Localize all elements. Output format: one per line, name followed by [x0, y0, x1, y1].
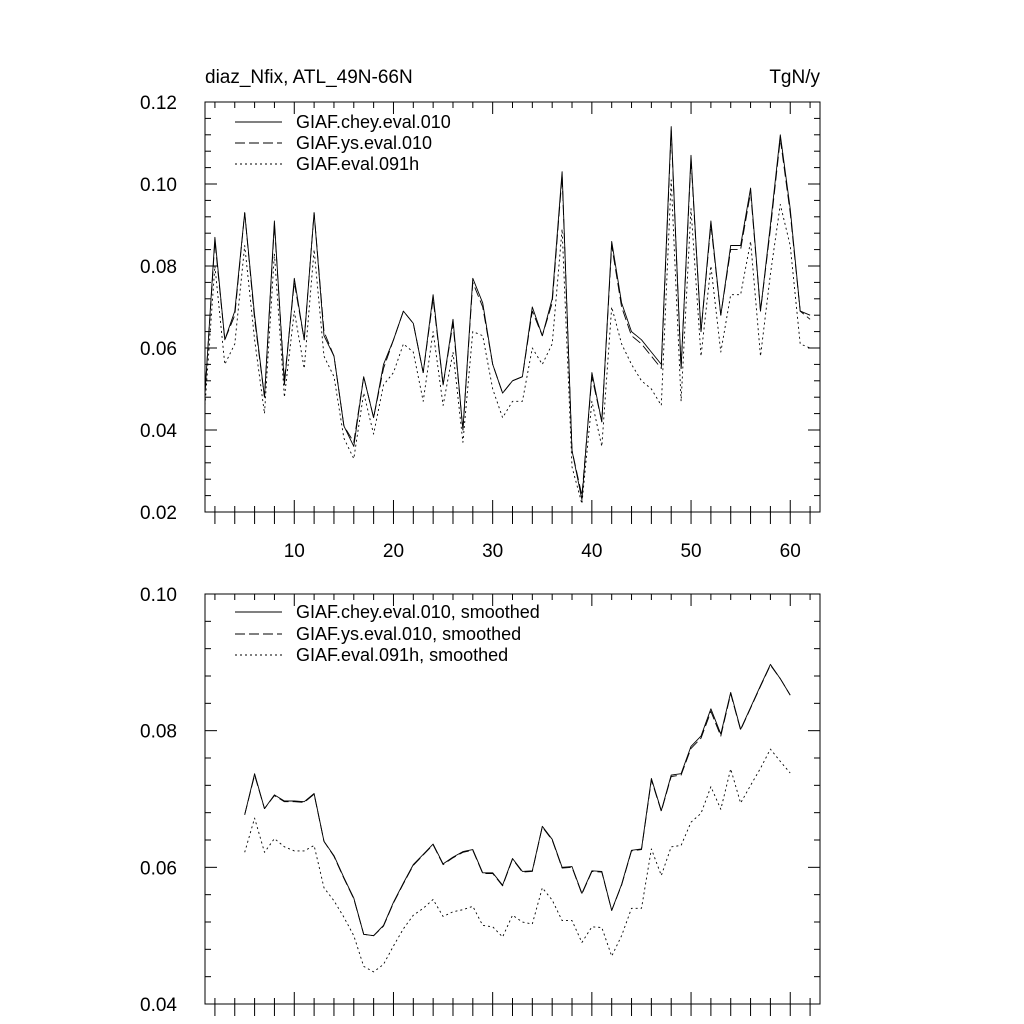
bottom-legend-label-091h: GIAF.eval.091h, smoothed — [296, 645, 509, 665]
top-y-axis — [140, 93, 820, 524]
top-ytick-label: 0.10 — [140, 175, 177, 196]
bottom-panel — [140, 585, 820, 1016]
bottom-series-091h — [245, 749, 791, 972]
top-xtick-label: 10 — [283, 541, 305, 562]
top-xtick-label: 30 — [482, 541, 504, 562]
top-legend — [235, 112, 451, 174]
bottom-legend — [235, 602, 540, 665]
top-ytick-label: 0.08 — [140, 257, 177, 278]
top-panel-title: diaz_Nfix, ATL_49N-66N — [205, 67, 413, 88]
top-ytick-label: 0.02 — [140, 503, 177, 524]
top-series-091h — [205, 180, 810, 504]
bottom-legend-label-ys: GIAF.ys.eval.010, smoothed — [296, 624, 522, 644]
top-series-group — [205, 127, 810, 504]
top-legend-label-chey: GIAF.chey.eval.010 — [296, 112, 451, 132]
top-legend-label-ys: GIAF.ys.eval.010 — [296, 133, 433, 153]
bottom-ytick-label: 0.04 — [140, 995, 177, 1016]
top-panel-units: TgN/y — [769, 67, 820, 88]
top-xtick-label: 20 — [382, 541, 405, 562]
bottom-series-chey — [245, 664, 791, 935]
top-ytick-label: 0.12 — [140, 93, 177, 114]
bottom-legend-label-chey: GIAF.chey.eval.010, smoothed — [296, 602, 540, 622]
top-ytick-label: 0.04 — [140, 421, 177, 442]
top-series-ys — [205, 131, 810, 496]
top-series-chey — [205, 127, 810, 500]
top-xtick-label: 50 — [680, 541, 702, 562]
top-xtick-label: 60 — [779, 541, 801, 562]
top-panel — [140, 67, 820, 562]
bottom-ytick-label: 0.06 — [140, 858, 177, 880]
bottom-ytick-label: 0.10 — [140, 585, 177, 606]
top-legend-label-091h: GIAF.eval.091h — [296, 154, 420, 174]
bottom-series-ys — [245, 665, 791, 936]
top-xtick-label: 40 — [581, 541, 603, 562]
bottom-series-group — [245, 664, 791, 972]
top-ytick-label: 0.06 — [140, 339, 177, 360]
bottom-ytick-label: 0.08 — [140, 721, 177, 743]
